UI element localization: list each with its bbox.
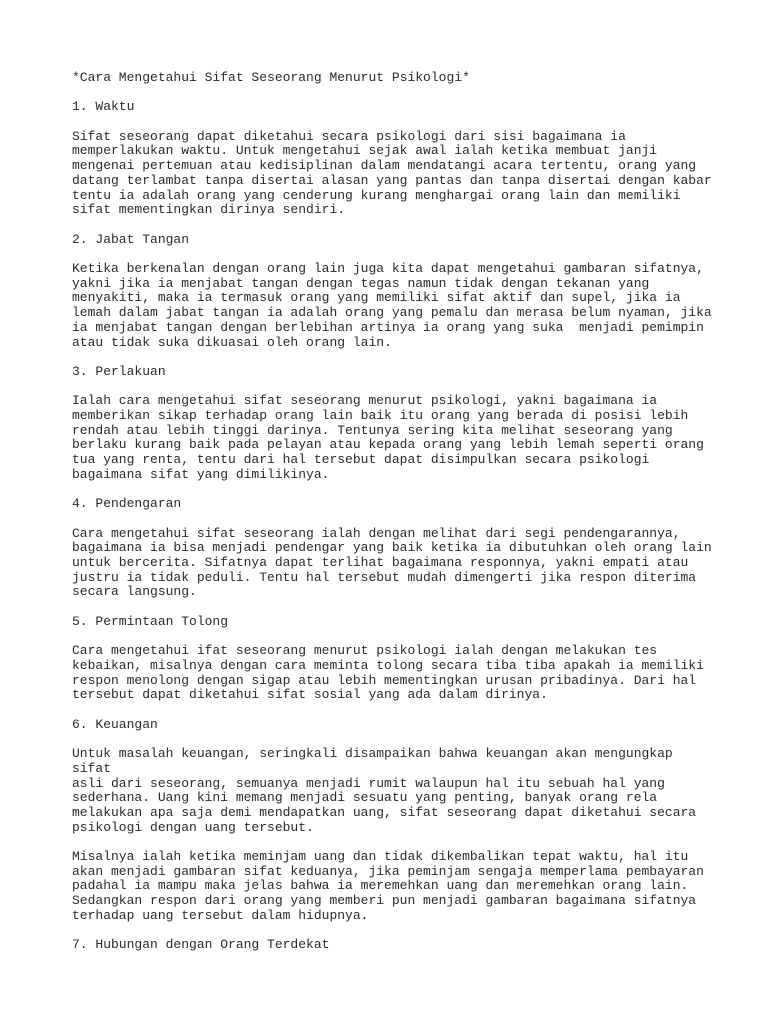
document-page <box>72 71 712 968</box>
section-paragraph: Untuk masalah keuangan, seringkali disampaikan bahwa keuangan akan mengungkap sifat asli dari seseorang, semuanya menjadi rumit walaupun hal itu sebuah hal yang sederhana. Uang kini memang menjadi sesuatu yang penting, banyak orang rela melakukan apa saja demi mendapatkan uang, sifat seseorang dapat diketahui secara psikologi dengan uang tersebut. <box>72 746 697 835</box>
section-paragraph: Sifat seseorang dapat diketahui secara psikologi dari sisi bagaimana ia memperlakukan waktu. Untuk mengetahui sejak awal ialah ketika membuat janji mengenai pertemuan atau kedisiplinan dalam mendatangi acara tertentu, orang yang datang terlambat tanpa disertai alasan yang pantas dan tanpa disertai dengan kabar tentu ia adalah orang yang cenderung kurang menghargai orang lain dan memiliki sifat mementingkan dirinya sendiri. <box>72 128 712 218</box>
section-heading-jabat-tangan: 2. Jabat Tangan <box>72 231 190 247</box>
section-paragraph: Cara mengetahui sifat seseorang ialah dengan melihat dari segi pendengarannya, bagaimana ia bisa menjadi pendengar yang baik ketika ia dibutuhkan oleh orang lain untuk bercerita. Sifatnya dapat terlihat bagaimana responnya, yakni empati atau justru ia tidak peduli. Tentu hal tersebut mudah dimengerti jika respon diterima secara langsung. <box>72 525 712 600</box>
section-heading-waktu: 1. Waktu <box>72 99 135 115</box>
section-heading-pendengaran: 4. Pendengaran <box>72 496 182 512</box>
section-paragraph: Misalnya ialah ketika meminjam uang dan tidak dikembalikan tepat waktu, hal itu akan menjadi gambaran sifat keduanya, jika peminjam sengaja memperlama pembayaran padahal ia mampu maka jelas bahwa ia meremehkan uang dan meremehkan orang lain. Sedangkan respon dari orang yang memberi pun menjadi gambaran bagaimana sifatnya terhadap uang tersebut dalam hidupnya. <box>72 849 704 923</box>
section-paragraph: Cara mengetahui ifat seseorang menurut psikologi ialah dengan melakukan tes kebaikan, misalnya dengan cara meminta tolong secara tiba tiba apakah ia memiliki respon menolong dengan sigap atau lebih mementingkan urusan pribadinya. Dari hal tersebut dapat diketahui sifat sosial yang ada dalam dirinya. <box>72 643 704 703</box>
section-heading-permintaan-tolong: 5. Permintaan Tolong <box>72 613 229 629</box>
document-title: *Cara Mengetahui Sifat Seseorang Menurut Psikologi* <box>72 70 470 85</box>
section-paragraph: Ketika berkenalan dengan orang lain juga kita dapat mengetahui gambaran sifatnya, yakni jika ia menjabat tangan dengan tegas namun tidak dengan tekanan yang menyakiti, maka ia termasuk orang yang memiliki sifat aktif dan supel, jika ia lemah dalam jabat tangan ia adalah orang yang pemalu dan merasa belum nyaman, jika ia menjabat tangan dengan berlebihan artinya ia orang yang suka menjadi pemimpin atau tidak suka dikuasai oleh orang lain. <box>72 261 712 350</box>
section-heading-keuangan: 6. Keuangan <box>72 716 158 732</box>
section-heading-perlakuan: 3. Perlakuan <box>72 363 166 379</box>
section-paragraph: Ialah cara mengetahui sifat seseorang menurut psikologi, yakni bagaimana ia memberikan sikap terhadap orang lain baik itu orang yang berada di posisi lebih rendah atau lebih tinggi darinya. Tentunya sering kita melihat seseorang yang berlaku kurang baik pada pelayan atau kepada orang yang lebih lemah seperti orang tua yang renta, tentu dari hal tersebut dapat disimpulkan secara psikologi bagaimana sifat yang dimilikinya. <box>72 393 704 482</box>
section-heading-hubungan: 7. Hubungan dengan Orang Terdekat <box>72 937 330 953</box>
